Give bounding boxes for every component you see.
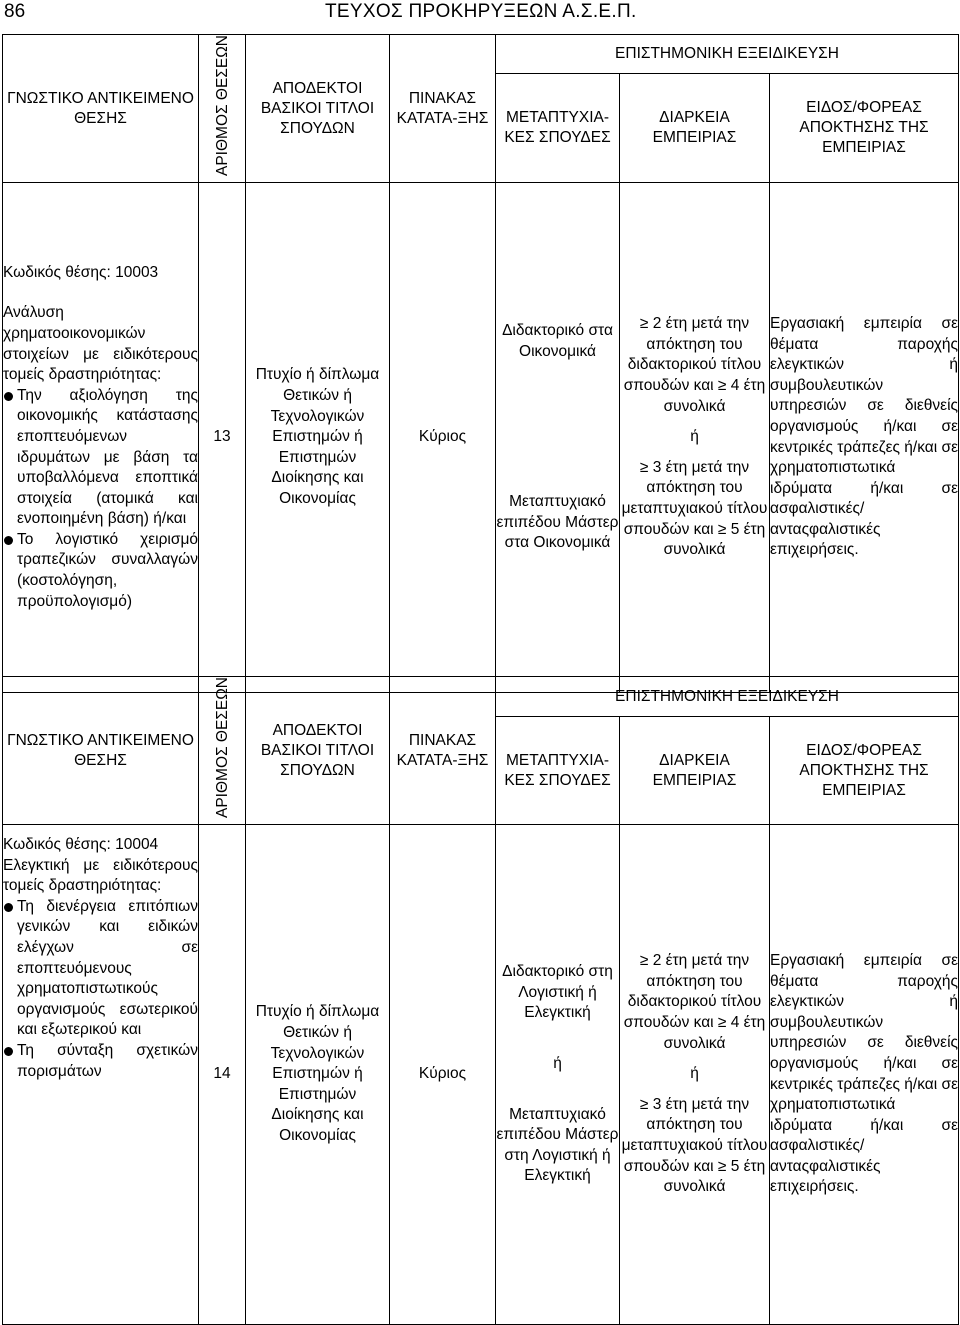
list-item: Τη διενέργεια επιτόπιων γενικών και ειδικών ελέγχων σε εποπτευόμενους χρηματοπιστωτικούς οργανισμούς εσωτερικού και εξωτερικού και <box>3 897 198 1041</box>
col-header-object: ΓΝΩΣΤΙΚΟ ΑΝΤΙΚΕΙΜΕΝΟ ΘΕΣΗΣ <box>3 677 199 825</box>
list-item: Τη σύνταξη σχετικών πορισμάτων <box>3 1041 198 1082</box>
gazette-title: ΤΕΥΧΟΣ ΠΡΟΚΗΡΥΞΕΩΝ Α.Σ.Ε.Π. <box>325 1 637 22</box>
ranking-table: Κύριος <box>390 825 496 1325</box>
postgrad-option-a: Διδακτορικό στη Λογιστική ή Ελεγκτική <box>502 963 613 1022</box>
experience-kind: Εργασιακή εμπειρία σε θέματα παροχής ελεγκτικών ή συμβουλευτικών υπηρεσιών σε διεθνείς οργανισμούς ή/και σε κεντρικές τράπεζες ή/και σε χρηματοπιστωτικά ιδρύματα ή/και σε ασφαλιστικές/ ανταςφαλιστικές επιχειρήσεις. <box>770 183 959 693</box>
accepted-degrees: Πτυχίο ή δίπλωμα Θετικών ή Τεχνολογικών Επιστημών ή Επιστημών Διοίκησης και Οικονομίας <box>246 825 390 1325</box>
col-header-duration: ΔΙΑΡΚΕΙΑ ΕΜΠΕΙΡΙΑΣ <box>620 73 770 182</box>
postgrad-option-b: Μεταπτυχιακό επιπέδου Μάστερ στη Λογιστική ή Ελεγκτική <box>496 1105 619 1185</box>
postgrad-option-b: Μεταπτυχιακό επιπέδου Μάστερ στα Οικονομικά <box>496 493 619 552</box>
position-description <box>3 825 199 1325</box>
col-header-positions: ΑΡΙΘΜΟΣ ΘΕΣΕΩΝ <box>199 677 246 825</box>
position-table-10003 <box>2 34 959 693</box>
duration-option-b: ≥ 3 έτη μετά την απόκτηση του μεταπτυχιακού τίτλου σπουδών και ≥ 5 έτη συνολικά <box>621 1095 768 1196</box>
position-description <box>3 183 199 693</box>
bullet-icon <box>4 536 13 545</box>
col-header-degrees: ΑΠΟΔΕΚΤΟΙ ΒΑΣΙΚΟΙ ΤΙΤΛΟΙ ΣΠΟΥΔΩΝ <box>246 677 390 825</box>
postgrad-studies <box>496 183 620 693</box>
col-header-ranking: ΠΙΝΑΚΑΣ ΚΑΤΑΤΑ-ΞΗΣ <box>390 677 496 825</box>
col-header-kind: ΕΙΔΟΣ/ΦΟΡΕΑΣ ΑΠΟΚΤΗΣΗΣ ΤΗΣ ΕΜΠΕΙΡΙΑΣ <box>770 717 959 825</box>
col-header-postgrad: ΜΕΤΑΠΤΥΧΙΑ-ΚΕΣ ΣΠΟΥΔΕΣ <box>496 717 620 825</box>
activity-list <box>3 386 198 613</box>
col-header-object: ΓΝΩΣΤΙΚΟ ΑΝΤΙΚΕΙΜΕΝΟ ΘΕΣΗΣ <box>3 35 199 183</box>
experience-duration <box>620 183 770 693</box>
duration-option-a: ≥ 2 έτη μετά την απόκτηση του διδακτορικού τίτλου σπουδών και ≥ 4 έτη συνολικά <box>623 315 766 415</box>
duration-or: ή <box>690 428 699 446</box>
position-title: Ελεγκτική με ειδικότερους τομείς δραστηριότητας: <box>3 856 198 895</box>
col-header-duration: ΔΙΑΡΚΕΙΑ ΕΜΠΕΙΡΙΑΣ <box>620 717 770 825</box>
postgrad-option-a: Διδακτορικό στα Οικονομικά <box>502 322 613 360</box>
accepted-degrees: Πτυχίο ή δίπλωμα Θετικών ή Τεχνολογικών Επιστημών ή Επιστημών Διοίκησης και Οικονομίας <box>246 183 390 693</box>
bullet-icon <box>4 903 13 912</box>
col-header-group: ΕΠΙΣΤΗΜΟΝΙΚΗ ΕΞΕΙΔΙΚΕΥΣΗ <box>496 35 959 74</box>
ranking-table: Κύριος <box>390 183 496 693</box>
col-header-positions: ΑΡΙΘΜΟΣ ΘΕΣΕΩΝ <box>199 35 246 183</box>
positions-count: 13 <box>199 183 246 693</box>
page-number: 86 <box>4 1 26 22</box>
col-header-postgrad: ΜΕΤΑΠΤΥΧΙΑ-ΚΕΣ ΣΠΟΥΔΕΣ <box>496 73 620 182</box>
experience-duration <box>620 825 770 1325</box>
duration-option-b: ≥ 3 έτη μετά την απόκτηση του μεταπτυχιακού τίτλου σπουδών και ≥ 5 έτη συνολικά <box>621 458 768 559</box>
experience-kind: Εργασιακή εμπειρία σε θέματα παροχής ελεγκτικών ή συμβουλευτικών υπηρεσιών σε διεθνείς οργανισμούς ή/και σε κεντρικές τράπεζες ή/και σε χρηματοπιστωτικά ιδρύματα ή/και σε ασφαλιστικές/ ανταςφαλιστικές επιχειρήσεις. <box>770 825 959 1325</box>
list-item: Το λογιστικό χειρισμό τραπεζικών συναλλαγών (κοστολόγηση, προϋπολογισμό) <box>3 530 198 612</box>
col-header-kind: ΕΙΔΟΣ/ΦΟΡΕΑΣ ΑΠΟΚΤΗΣΗΣ ΤΗΣ ΕΜΠΕΙΡΙΑΣ <box>770 73 959 182</box>
duration-or: ή <box>690 1065 699 1083</box>
list-item: Την αξιολόγηση της οικονομικής κατάστασης εποπτευόμενων ιδρυμάτων με βάση τα υποβαλλόμενα εποπτικά στοιχεία (ατομικά και ενοποιημένη βάση) ή/και <box>3 386 198 530</box>
position-table-10004 <box>2 676 959 1325</box>
postgrad-studies <box>496 825 620 1325</box>
position-code: Κωδικός θέσης: 10003 <box>3 263 159 281</box>
activity-list <box>3 897 198 1082</box>
col-header-degrees: ΑΠΟΔΕΚΤΟΙ ΒΑΣΙΚΟΙ ΤΙΤΛΟΙ ΣΠΟΥΔΩΝ <box>246 35 390 183</box>
col-header-ranking: ΠΙΝΑΚΑΣ ΚΑΤΑΤΑ-ΞΗΣ <box>390 35 496 183</box>
bullet-icon <box>4 392 13 401</box>
postgrad-or: ή <box>553 1054 562 1072</box>
page-header <box>0 0 960 30</box>
col-header-group: ΕΠΙΣΤΗΜΟΝΙΚΗ ΕΞΕΙΔΙΚΕΥΣΗ <box>496 677 959 717</box>
bullet-icon <box>4 1047 13 1056</box>
duration-option-a: ≥ 2 έτη μετά την απόκτηση του διδακτορικού τίτλου σπουδών και ≥ 4 έτη συνολικά <box>623 952 766 1052</box>
position-code: Κωδικός θέσης: 10004 <box>3 836 159 853</box>
positions-count: 14 <box>199 825 246 1325</box>
position-title: Ανάλυση χρηματοοικονομικών στοιχείων με ειδικότερους τομείς δραστηριότητας: <box>3 304 198 384</box>
